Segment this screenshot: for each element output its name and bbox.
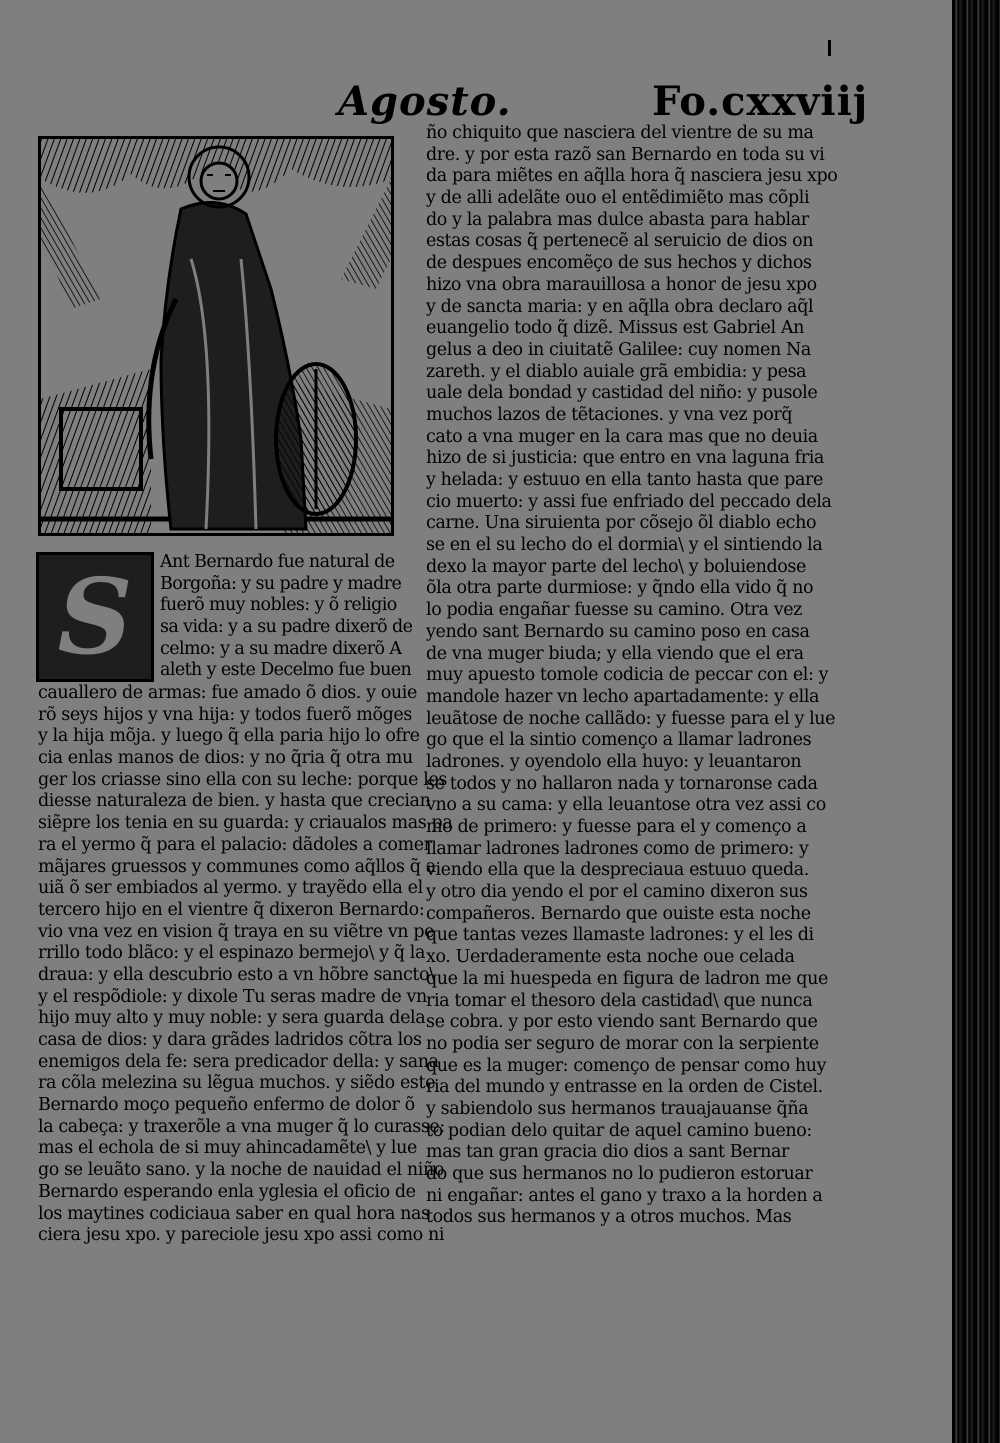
- text-line: uale dela bondad y castidad del niño: y pusole: [426, 383, 818, 404]
- text-line: dre. y por esta razõ san Bernardo en toda su vi: [426, 144, 825, 165]
- text-line: cio muerto: y assi fue enfriado del peccado dela: [426, 491, 832, 512]
- text-line: siẽpre los tenia en su guarda: y criaualos mas pa: [38, 813, 453, 834]
- text-line: se cobra. y por esto viendo sant Bernardo que: [426, 1012, 818, 1033]
- text-line: hizo de si justicia: que entro en vna laguna fria: [426, 448, 824, 469]
- text-line: ciera jesu xpo. y pareciole jesu xpo assi como ni: [38, 1225, 445, 1246]
- text-line: ria tomar el thesoro dela castidad\ que nunca: [426, 990, 813, 1011]
- text-line: casa de dios: y dara grãdes ladridos cõtra los: [38, 1030, 422, 1050]
- text-line: draua: y ella descubrio esto a vn hõbre sancto\: [38, 964, 435, 985]
- text-line: enemigos dela fe: sera predicador della: y sana: [38, 1051, 439, 1072]
- text-line: estas cosas q̃ pertenecẽ al seruicio de dios on: [426, 231, 814, 252]
- text-line: ger los criasse sino ella con su leche: porque les: [38, 769, 447, 790]
- text-line: viendo ella que la despreciaua estuuo queda.: [426, 860, 809, 881]
- text-line: muchos lazos de tẽtaciones. y vna vez porq̃: [426, 404, 793, 425]
- text-line: se en el su lecho do el dormia\ y el sintiendo la: [426, 535, 823, 556]
- text-line: que es la muger: començo de pensar como huy: [426, 1055, 827, 1076]
- text-line: do que sus hermanos no lo pudieron estoruar: [426, 1164, 813, 1184]
- text-line: fuerõ muy nobles: y õ religio: [160, 595, 397, 616]
- text-line: llamar ladrones ladrones como de primero: y: [426, 838, 809, 859]
- text-line: ra el yermo q̃ para el palacio: dãdoles a comer: [38, 834, 432, 855]
- text-line: carne. Una siruienta por cõsejo õl diablo echo: [426, 513, 817, 534]
- folio-number: Fo.cxxviij: [652, 78, 869, 125]
- text-line: mas tan gran gracia dio dios a sant Bernar: [426, 1142, 790, 1163]
- text-line: rrillo todo blãco: y el espinazo bermejo\ y q̃ la: [38, 943, 425, 964]
- text-line: cia enlas manos de dios: y no q̃ria q̃ otra mu: [38, 748, 413, 769]
- book-page-edge: [952, 0, 1000, 1443]
- text-line: muy apuesto tomole codicia de peccar con el: y: [426, 665, 829, 686]
- text-line: mandole hazer vn lecho apartadamente: y ella: [426, 686, 820, 707]
- woodcut-illustration: [38, 136, 394, 536]
- text-line: que tantas vezes llamaste ladrones: y el les di: [426, 925, 814, 946]
- text-line: se todos y no hallaron nada y tornaronse cada: [426, 773, 818, 794]
- text-line: Bernardo esperando enla yglesia el oficio de: [38, 1181, 416, 1202]
- text-line: Ant Bernardo fue natural de: [160, 552, 395, 572]
- text-line: sa vida: y a su padre dixerõ de: [160, 617, 413, 638]
- text-line: uiã õ ser embiados al yermo. y trayẽdo ella el: [38, 878, 423, 899]
- text-line: vno a su cama: y ella leuantose otra vez assi co: [426, 795, 826, 816]
- text-line: no podia ser seguro de morar con la serpiente: [426, 1033, 819, 1054]
- text-line: diesse naturaleza de bien. y hasta que crecian: [38, 791, 431, 812]
- text-line: la cabeça: y traxerõle a vna muger q̃ lo curasse:: [38, 1116, 445, 1137]
- text-line: de vna muger biuda; y ella viendo que el era: [426, 643, 804, 664]
- text-line: go que el la sintio començo a llamar ladrones: [426, 730, 812, 751]
- text-line: que la mi huespeda en figura de ladron me que: [426, 968, 828, 989]
- text-line: dexo la mayor parte del lecho\ y boluiendose: [426, 556, 806, 577]
- text-line: go se leuãto sano. y la noche de nauidad el niño: [38, 1160, 444, 1181]
- text-line: gelus a deo in ciuitatẽ Galilee: cuy nomen Na: [426, 339, 811, 360]
- text-line: mo de primero: y fuesse para el y començo a: [426, 817, 807, 837]
- text-line: y de alli adelãte ouo el entẽdimiẽto mas cõpli: [426, 188, 810, 209]
- text-line: zareth. y el diablo auiale grã embidia: y pesa: [426, 361, 807, 382]
- text-line: y sabiendolo sus hermanos trauajauanse q̃ña: [426, 1098, 809, 1119]
- text-line: ria del mundo y entrasse en la orden de Cistel.: [426, 1077, 823, 1098]
- text-line: õla otra parte durmiose: y q̃ndo ella vido q̃ no: [426, 578, 814, 599]
- text-line: ño chiquito que nasciera del vientre de su ma: [426, 123, 814, 143]
- signature-mark: [828, 40, 831, 56]
- text-line: mãjares gruessos y communes como aq̃llos q̃ a: [38, 856, 436, 877]
- text-line: y helada: y estuuo en ella tanto hasta que pare: [426, 470, 823, 490]
- decorated-initial: [36, 552, 154, 682]
- text-line: compañeros. Bernardo que ouiste esta noche: [426, 903, 811, 924]
- running-head-month: Agosto.: [338, 78, 512, 125]
- text-line: ladrones. y oyendolo ella huyo: y leuantaron: [426, 751, 802, 772]
- text-line: Bernardo moço pequeño enfermo de dolor õ: [38, 1095, 415, 1116]
- text-line: yendo sant Bernardo su camino poso en casa: [426, 621, 810, 642]
- text-line: celmo: y a su madre dixerõ A: [160, 638, 402, 659]
- text-line: euangelio todo q̃ dizẽ. Missus est Gabriel An: [426, 318, 804, 339]
- woodcut-saint-image: [41, 139, 391, 533]
- text-line: mas el echola de si muy ahincadamẽte\ y lue: [38, 1138, 417, 1159]
- text-line: y otro dia yendo el por el camino dixeron sus: [426, 882, 808, 903]
- text-line: do y la palabra mas dulce abasta para hablar: [426, 209, 809, 230]
- text-line: vio vna vez en vision q̃ traya en su viẽtre vn pe: [38, 921, 435, 942]
- text-line: y la hija mõja. y luego q̃ ella paria hijo lo ofre: [38, 726, 420, 747]
- text-line: todos sus hermanos y a otros muchos. Mas: [426, 1207, 792, 1228]
- text-line: y de sancta maria: y en aq̃lla obra declaro aq̃l: [426, 296, 814, 317]
- text-line: cauallero de armas: fue amado õ dios. y ouie: [38, 683, 417, 703]
- text-line: rõ seys hijos y vna hija: y todos fuerõ mõges: [38, 704, 412, 725]
- text-line: hizo vna obra marauillosa a honor de jesu xpo: [426, 274, 817, 295]
- text-line: y el respõdiole: y dixole Tu seras madre de vn: [38, 986, 427, 1007]
- text-line: da para miẽtes en aq̃lla hora q̃ nasciera jesu xpo: [426, 166, 838, 187]
- text-line: leuãtose de noche callãdo: y fuesse para el y lue: [426, 708, 836, 729]
- text-line: tercero hijo en el vientre q̃ dixeron Bernardo:: [38, 899, 425, 920]
- text-line: ra cõla melezina su lẽgua muchos. y siẽdo este: [38, 1073, 436, 1094]
- text-line: to podian delo quitar de aquel camino bueno:: [426, 1120, 812, 1141]
- text-line: de despues encomẽço de sus hechos y dichos: [426, 253, 812, 274]
- text-line: hijo muy alto y muy noble: y sera guarda dela: [38, 1008, 426, 1029]
- right-column-text: [426, 123, 838, 1229]
- text-line: los maytines codiciaua saber en qual hora nas: [38, 1203, 430, 1224]
- text-line: cato a vna muger en la cara mas que no deuia: [426, 426, 818, 447]
- text-line: aleth y este Decelmo fue buen: [160, 660, 412, 681]
- text-line: xo. Uerdaderamente esta noche oue celada: [426, 947, 795, 968]
- text-line: Borgoña: y su padre y madre: [160, 573, 402, 594]
- left-column-text: [38, 683, 453, 1247]
- initial-letter: S: [57, 555, 133, 678]
- text-line: ni engañar: antes el gano y traxo a la horden a: [426, 1185, 823, 1206]
- text-line: lo podia engañar fuesse su camino. Otra vez: [426, 600, 802, 621]
- left-column-beside-initial: [160, 552, 413, 682]
